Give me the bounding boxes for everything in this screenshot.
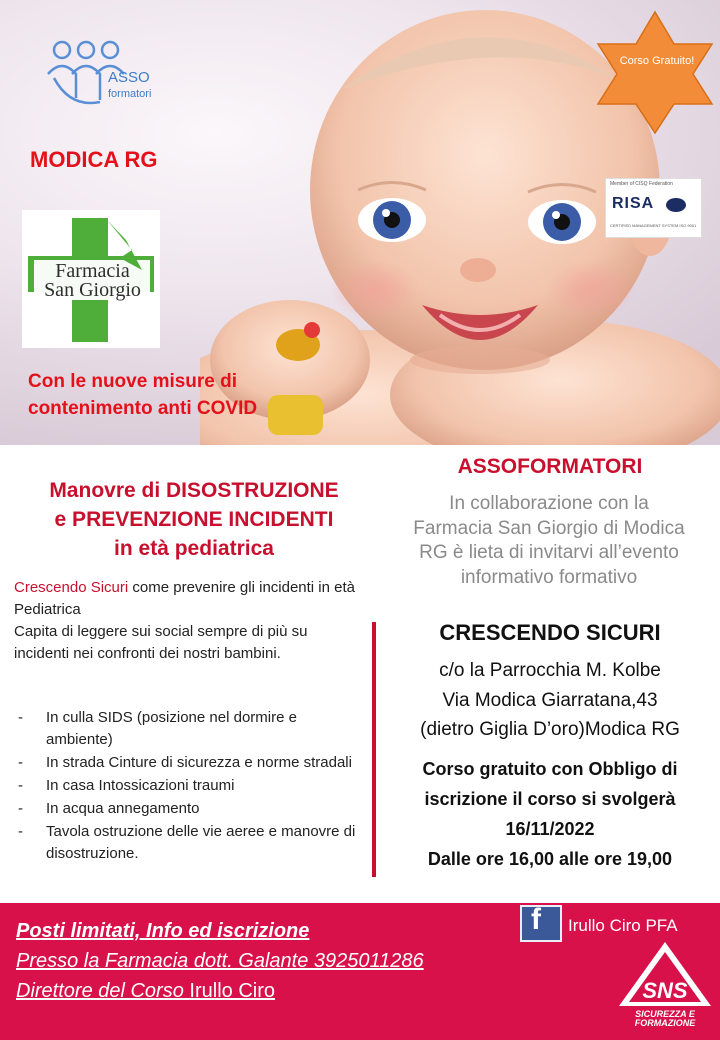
sns-tagline-line2: FORMAZIONE (634, 1018, 696, 1028)
footer-director-label: Direttore del Corso (16, 980, 190, 1002)
collab-line2: Farmacia San Giorgio di Modica (413, 517, 685, 539)
event-time: Dalle ore 16,00 alle ore 19,00 (427, 849, 673, 869)
course-title-line1: Manovre di DISOSTRUZIONE (49, 479, 339, 502)
city-label: MODICA RG (30, 147, 158, 172)
event-title: CRESCENDO SICURI (439, 620, 661, 645)
course-title-line3: in età pediatrica (114, 537, 274, 560)
course-intro (14, 577, 359, 665)
footer-line1: Posti limitati, Info ed iscrizione (16, 920, 310, 942)
covid-notice (28, 368, 257, 422)
collab-line4: informativo formativo (460, 566, 638, 588)
corso-line2: iscrizione il corso si svolgerà (424, 789, 676, 809)
corso-line1: Corso gratuito con Obbligo di (422, 759, 678, 779)
risa-bottom-text: CERTIFIED MANAGEMENT SYSTEM ISO 9001 (610, 223, 697, 228)
footer-line2: Presso la Farmacia dott. Galante 3925011286 (16, 950, 424, 972)
collaboration-text (378, 492, 720, 590)
footer-info (16, 916, 424, 1006)
star-badge-text: Corso Gratuito! (619, 55, 695, 67)
list-item: - In acqua annegamento (14, 798, 364, 820)
topics-list (14, 707, 364, 866)
event-date: 16/11/2022 (505, 819, 595, 839)
covid-notice-line1: Con le nuove misure di (28, 371, 238, 392)
intro-highlight: Crescendo Sicuri (14, 579, 129, 596)
list-item: - In culla SIDS (posizione nel dormire e ambiente) (14, 707, 364, 751)
sns-tagline-line1: SICUREZZA E (635, 1009, 695, 1019)
intro-text: come prevenire gli incidenti in età Pediatrica (14, 579, 356, 618)
event-venue (380, 656, 720, 745)
course-details (380, 754, 720, 874)
footer-director-name: Irullo Ciro (189, 980, 275, 1002)
asso-logo-subword: formatori (108, 88, 152, 100)
sns-tagline (617, 1010, 713, 1028)
risa-logo: RISA (612, 195, 655, 212)
farmacia-name-line2: San Giorgio (44, 279, 141, 301)
asso-logo-word: ASSO (108, 69, 150, 86)
organizer-heading: ASSOFORMATORI (457, 455, 643, 478)
venue-line3: (dietro Giglia D’oro)Modica RG (420, 719, 680, 740)
course-title (6, 476, 382, 563)
farmacia-name-line1: Farmacia (55, 260, 130, 282)
sns-logo-text: SNS (642, 978, 688, 1003)
facebook-icon-letter: f (531, 903, 541, 936)
vertical-divider (372, 622, 376, 877)
risa-top-text: Member of CISQ Federation (610, 181, 673, 187)
list-item: - In casa Intossicazioni traumi (14, 775, 364, 797)
facebook-page-name[interactable]: Irullo Ciro PFA (568, 916, 678, 935)
list-item: - Tavola ostruzione delle vie aeree e manovre di disostruzione. (14, 821, 364, 865)
iqnet-logo-icon (665, 197, 687, 213)
venue-line2: Via Modica Giarratana,43 (442, 689, 658, 711)
asso-logo-text (108, 70, 151, 102)
list-item: - In strada Cinture di sicurezza e norme stradali (14, 752, 364, 774)
covid-notice-line2: contenimento anti COVID (28, 398, 258, 419)
collab-line3: RG è lieta di invitarvi all’evento (419, 542, 679, 563)
hero-photo-area (0, 0, 720, 445)
farmacia-name (30, 262, 155, 300)
course-title-line2: e PREVENZIONE INCIDENTI (54, 508, 334, 531)
free-course-star-badge (590, 10, 720, 135)
facebook-icon[interactable] (520, 905, 562, 942)
collab-line1: In collaborazione con la (449, 493, 649, 514)
venue-line1: c/o la Parrocchia M. Kolbe (439, 660, 661, 681)
intro-paragraph: Capita di leggere sui social sempre di più su incidenti nei confronti dei nostri bambini. (14, 623, 308, 662)
footer-line3 (16, 976, 424, 1006)
